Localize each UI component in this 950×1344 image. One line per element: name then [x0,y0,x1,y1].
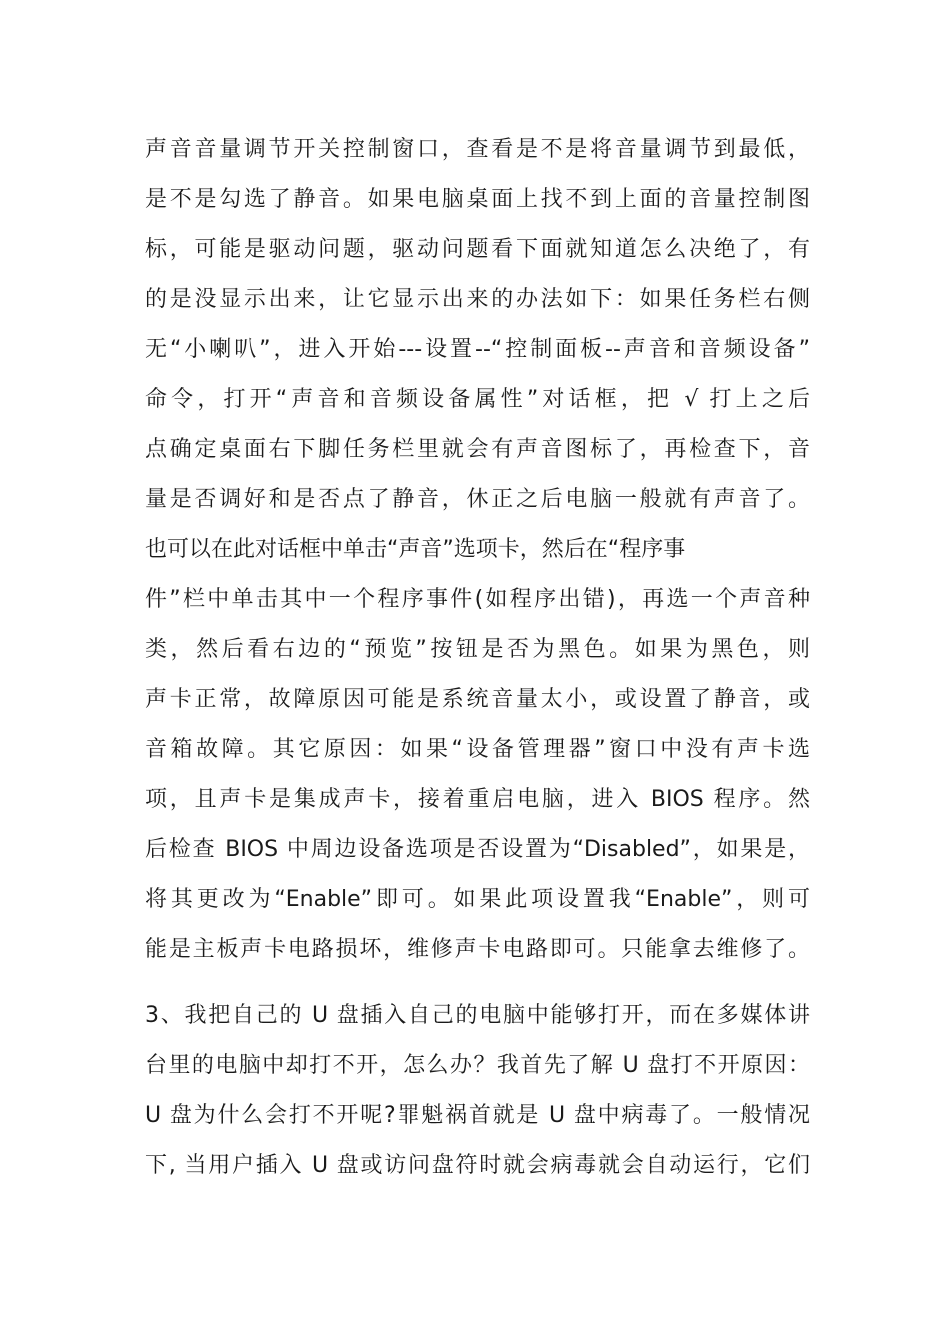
text-line: 量是否调好和是否点了静音，休正之后电脑一般就有声音了。 [145,487,810,512]
text-line: 将其更改为“Enable”即可。如果此项设置我“Enable”，则可 [145,887,810,912]
text-line: 是不是勾选了静音。如果电脑桌面上找不到上面的音量控制图 [145,187,810,212]
paragraph-audio-troubleshooting [145,125,810,975]
text-line: 标，可能是驱动问题，驱动问题看下面就知道怎么决绝了，有 [145,237,810,262]
text-line: U 盘为什么会打不开呢?罪魁祸首就是 U 盘中病毒了。一般情况 [145,1103,810,1128]
text-line: 下, 当用户插入 U 盘或访问盘符时就会病毒就会自动运行，它们 [145,1153,810,1178]
text-line: 音箱故障。其它原因：如果“设备管理器”窗口中没有声卡选 [145,737,810,762]
text-line: 类，然后看右边的“预览”按钮是否为黑色。如果为黑色，则 [145,637,810,662]
text-line: 声音音量调节开关控制窗口，查看是不是将音量调节到最低， [145,137,810,162]
text-line: 件”栏中单击其中一个程序事件(如程序出错)，再选一个声音种 [145,587,810,612]
text-line: 项，且声卡是集成声卡，接着重启电脑，进入 BIOS 程序。然 [145,787,810,812]
text-line: 台里的电脑中却打不开，怎么办？我首先了解 U 盘打不开原因： [145,1053,810,1078]
text-line: 3、我把自己的 U 盘插入自己的电脑中能够打开，而在多媒体讲 [145,1003,810,1028]
text-line: 点确定桌面右下脚任务栏里就会有声音图标了，再检查下，音 [145,437,810,462]
text-line: 无“小喇叭”，进入开始---设置--“控制面板--声音和音频设备” [145,337,810,362]
text-line: 的是没显示出来，让它显示出来的办法如下：如果任务栏右侧 [145,287,810,312]
text-line: 后检查 BIOS 中周边设备选项是否设置为“Disabled”，如果是， [145,837,810,862]
text-line: 也可以在此对话框中单击“声音”选项卡，然后在“程序事 [145,537,686,562]
text-line: 命令，打开“声音和音频设备属性”对话框，把 √ 打上之后 [145,387,810,412]
paragraph-usb-drive-question [145,991,810,1191]
text-line: 能是主板声卡电路损坏，维修声卡电路即可。只能拿去维修了。 [145,937,810,962]
text-line: 声卡正常，故障原因可能是系统音量太小，或设置了静音，或 [145,687,810,712]
